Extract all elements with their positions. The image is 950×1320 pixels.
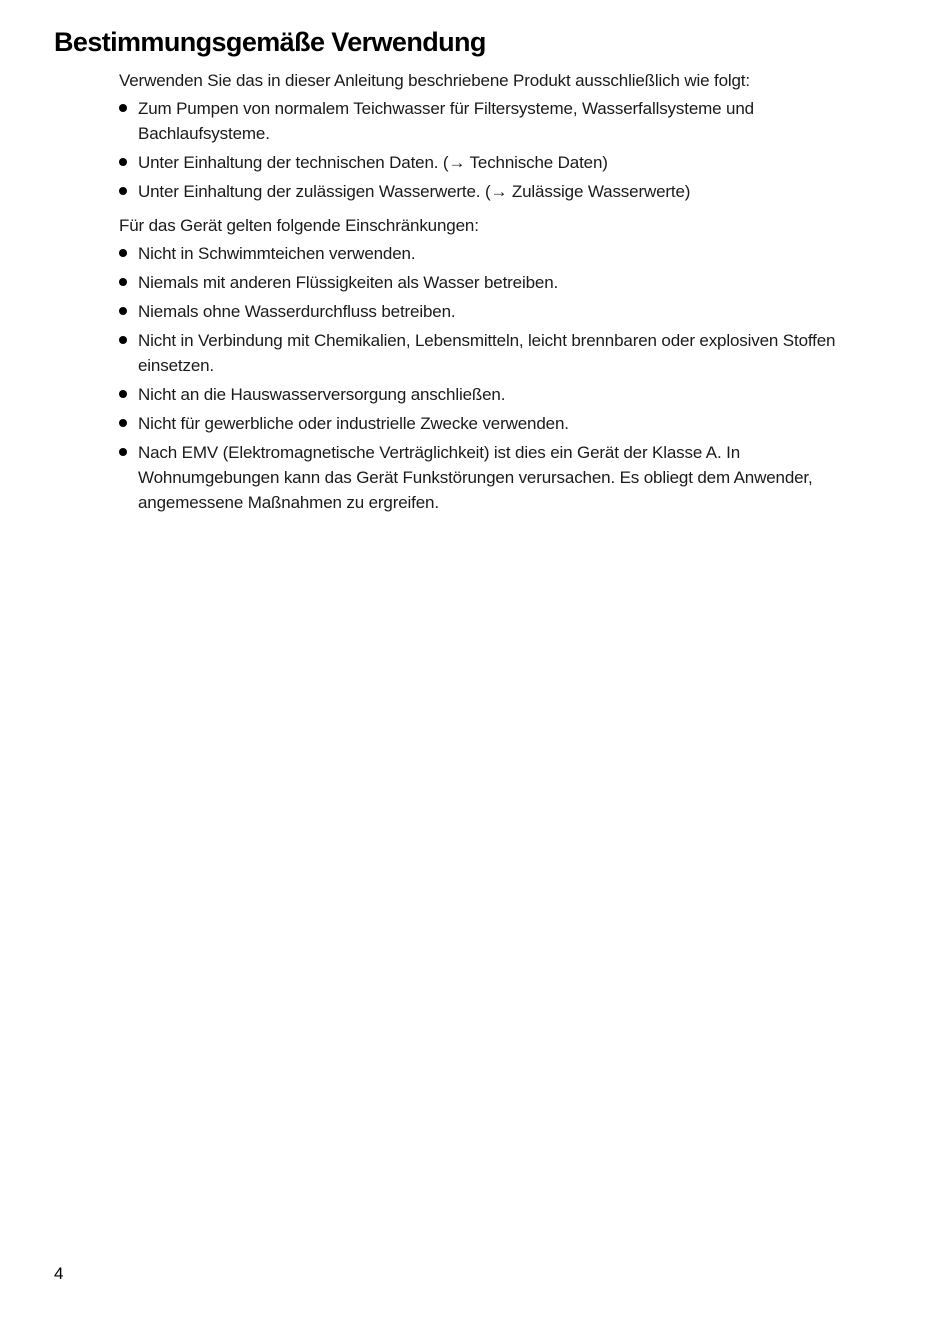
bullet-icon [119, 249, 127, 257]
list-item [119, 150, 879, 175]
bullet-icon [119, 390, 127, 398]
restrictions-paragraph: Für das Gerät gelten folgende Einschränkungen: [119, 216, 479, 235]
bullet-icon [119, 448, 127, 456]
bullet-icon [119, 336, 127, 344]
list-item [119, 270, 879, 295]
list-item-text: Nicht an die Hauswasserversorgung anschließen. [138, 385, 506, 404]
usage-list [119, 96, 879, 204]
list-item [119, 440, 879, 515]
list-item-text: Nicht in Schwimmteichen verwenden. [138, 244, 416, 263]
list-item-text: Nicht in Verbindung mit Chemikalien, Lebensmitteln, leicht brennbaren oder explosiven Stoffen einsetzen. [138, 331, 836, 375]
list-item [119, 411, 879, 436]
list-item-text: Nach EMV (Elektromagnetische Verträglichkeit) ist dies ein Gerät der Klasse A. In Wohnumgebungen kann das Gerät Funkstörungen verursachen. Es obliegt dem Anwender, angemessene Maßnahmen zu ergreifen. [138, 443, 813, 512]
main-content [119, 68, 879, 519]
bullet-icon [119, 187, 127, 195]
list-item-text: Zum Pumpen von normalem Teichwasser für Filtersysteme, Wasserfallsysteme und Bachlaufsysteme. [138, 99, 754, 143]
list-item-text: Nicht für gewerbliche oder industrielle Zwecke verwenden. [138, 414, 569, 433]
list-item [119, 328, 879, 378]
list-item-text: Unter Einhaltung der zulässigen Wasserwerte. (→ Zulässige Wasserwerte) [138, 182, 691, 201]
restrictions-list [119, 241, 879, 515]
list-item-text: Unter Einhaltung der technischen Daten. (→ Technische Daten) [138, 153, 608, 172]
list-item [119, 382, 879, 407]
list-item-text: Niemals mit anderen Flüssigkeiten als Wasser betreiben. [138, 273, 559, 292]
list-item [119, 299, 879, 324]
list-item [119, 179, 879, 204]
list-item [119, 241, 879, 266]
page-title: Bestimmungsgemäße Verwendung [54, 27, 486, 57]
bullet-icon [119, 158, 127, 166]
intro-paragraph: Verwenden Sie das in dieser Anleitung beschriebene Produkt ausschließlich wie folgt: [119, 71, 750, 90]
bullet-icon [119, 104, 127, 112]
page-number: 4 [54, 1264, 64, 1283]
list-item-text: Niemals ohne Wasserdurchfluss betreiben. [138, 302, 456, 321]
bullet-icon [119, 419, 127, 427]
bullet-icon [119, 278, 127, 286]
bullet-icon [119, 307, 127, 315]
list-item [119, 96, 879, 146]
